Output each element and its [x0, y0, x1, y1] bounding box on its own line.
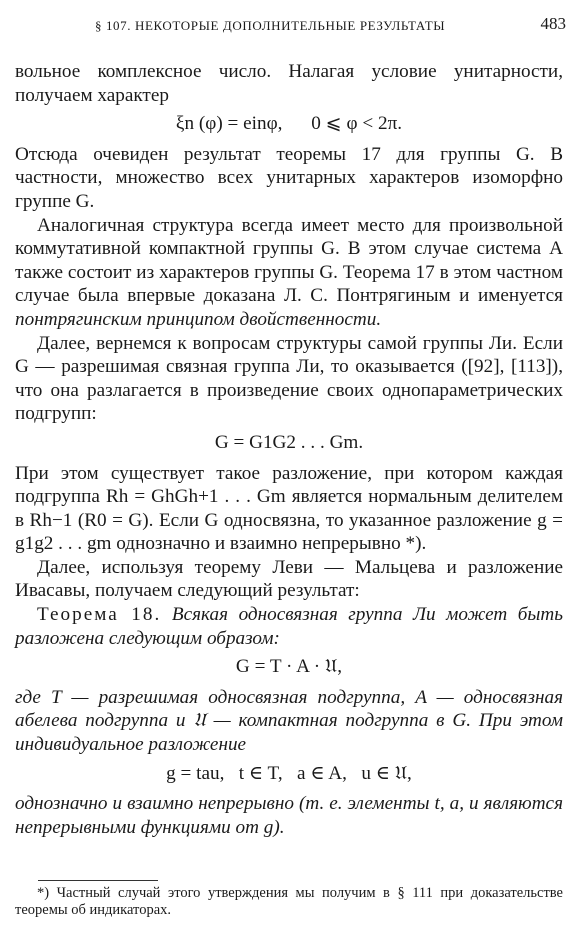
italic-term: понтрягинским принципом двойственности. [15, 308, 382, 330]
formula-theorem: G = T · A · 𝔘, [235, 656, 343, 678]
running-head: § 107. НЕКОТОРЫЕ ДОПОЛНИТЕЛЬНЫЕ РЕЗУЛЬТАТЫ [95, 18, 446, 33]
formula-character: ξn (φ) = einφ, 0 ⩽ φ < 2π. [175, 113, 403, 135]
page-number: 483 [540, 14, 566, 33]
page-header [0, 14, 580, 38]
theorem-text: Всякая односвязная группа Ли может быть разложена следующим образом: [15, 604, 563, 649]
paragraph: Далее, вернемся к вопросам структуры самой группы Ли. Если G — разрешимая связная группа Ли, то оказывается ([92], [113]), что она разлагается в произведение своих однопараметрических подгрупп: [15, 332, 563, 425]
paragraph [15, 214, 563, 332]
formula-individual-decomposition: g = tau, t ∈ T, a ∈ A, u ∈ 𝔘, [166, 762, 412, 784]
theorem [15, 603, 563, 650]
footnote-divider [38, 880, 158, 881]
main-text [15, 60, 563, 839]
paragraph: Далее, используя теорему Леви — Мальцева и разложение Ивасавы, получаем следующий результат: [15, 556, 563, 602]
formula-decomposition: G = G1G2 . . . Gm. [214, 431, 364, 453]
theorem-continuation: где T — разрешимая односвязная подгруппа, A — односвязная абелева подгруппа и 𝔘 — компактная подгруппа в G. При этом индивидуальное разложение [15, 686, 563, 756]
paragraph: При этом существует такое разложение, при котором каждая подгруппа Rh = GhGh+1 . . . Gm является нормальным делителем в Rh−1 (R0 = G). Если G односвязна, то указанное разложение g = g1g2 . . . gm однозначно и взаимно непрерывно *). [15, 462, 563, 555]
footnote: *) Частный случай этого утверждения мы получим в § 111 при доказательстве теоремы об индикаторах. [15, 885, 563, 918]
paragraph-text: Аналогичная структура всегда имеет место для произвольной коммутативной компактной группы G. В этом случае система A также состоит из характеров группы G. Теорема 17 в этом частном случае была впервые доказана Л. С. Понтрягиным и именуется [15, 214, 563, 307]
theorem-label: Теорема 18. [37, 604, 162, 626]
paragraph: Отсюда очевиден результат теоремы 17 для группы G. В частности, множество всех унитарных характеров изоморфно группе G. [15, 143, 563, 212]
paragraph: вольное комплексное число. Налагая условие унитарности, получаем характер [15, 61, 563, 106]
theorem-conclusion: однозначно и взаимно непрерывно (т. е. элементы t, a, u являются непрерывными функциями от g). [15, 793, 563, 838]
